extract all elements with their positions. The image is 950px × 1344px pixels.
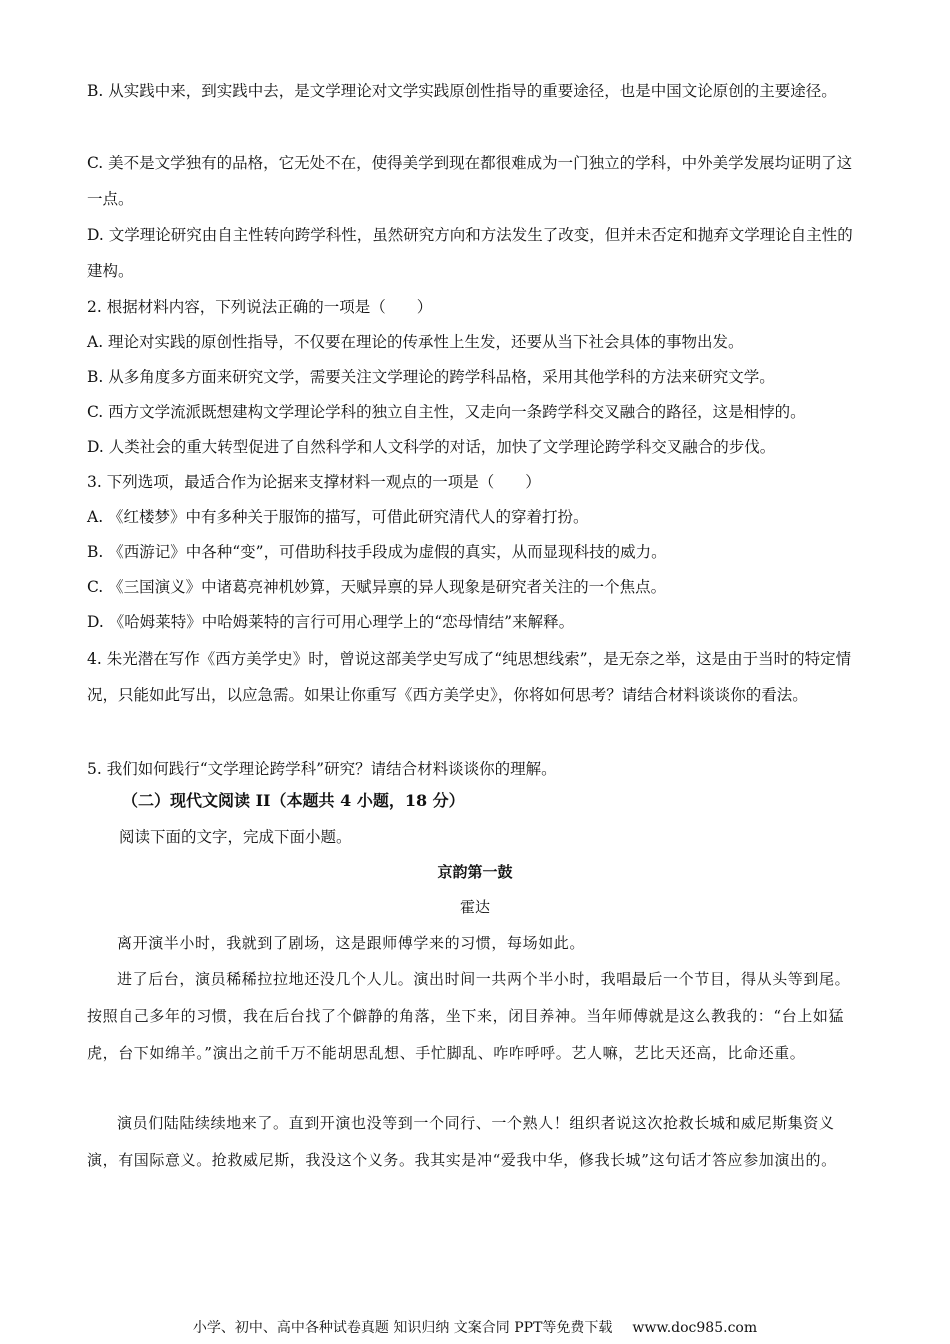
- story-author: 霍达: [459, 898, 490, 916]
- q3-option-b: B. 《西游记》中各种“变”，可借助科技手段成为虚假的真实，从而显现科技的威力。: [87, 543, 667, 561]
- q2-option-c: C. 西方文学流派既想建构文学理论学科的独立自主性，又走向一条跨学科交叉融合的路径，这是相悖的。: [87, 403, 806, 421]
- q5-question: 5. 我们如何践行“文学理论跨学科”研究？请结合材料谈谈你的理解。: [87, 760, 557, 778]
- q2-option-b: B. 从多角度多方面来研究文学，需要关注文学理论的跨学科品格，采用其他学科的方法来研究文学。: [87, 368, 775, 386]
- q1-option-d: D. 文学理论研究由自主性转向跨学科性，虽然研究方向和方法发生了改变，但并未否定和抛弃文学理论自主性的建构。: [87, 226, 853, 280]
- q4-question: 4. 朱光潜在写作《西方美学史》时，曾说这部美学史写成了“纯思想线索”，是无奈之举，这是由于当时的特定情况，只能如此写出，以应急需。如果让你重写《西方美学史》，你将如何思考？请结合材料谈谈你的看法。: [87, 650, 852, 704]
- footer-text: 小学、初中、高中各种试卷真题 知识归纳 文案合同 PPT等免费下载: [192, 1320, 613, 1336]
- section-title: （二）现代文阅读 II（本题共 4 小题，18 分）: [122, 791, 465, 810]
- q2-option-d: D. 人类社会的重大转型促进了自然科学和人文科学的对话，加快了文学理论跨学科交叉融合的步伐。: [87, 438, 776, 456]
- story-title: 京韵第一鼓: [437, 863, 513, 881]
- q3-option-c: C. 《三国演义》中诸葛亮神机妙算，天赋异禀的异人现象是研究者关注的一个焦点。: [87, 578, 667, 596]
- story-paragraph: 进了后台，演员稀稀拉拉地还没几个人儿。演出时间一共两个半小时，我唱最后一个节目，得从头等到尾。按照自己多年的习惯，我在后台找了个僻静的角落，坐下来，闭目养神。当年师傅就是这么教我的：“台上如猛虎，台下如绵羊。”演出之前千万不能胡思乱想、手忙脚乱、咋咋呼呼。艺人嘛，艺比天还高，比命还重。: [87, 970, 851, 1062]
- q1-option-b: B. 从实践中来，到实践中去，是文学理论对文学实践原创性指导的重要途径，也是中国文论原创的主要途径。: [87, 82, 837, 100]
- reading-instruction: 阅读下面的文字，完成下面小题。: [119, 828, 352, 846]
- page-footer: [0, 1318, 950, 1338]
- q1-option-c: C. 美不是文学独有的品格，它无处不在，使得美学到现在都很难成为一门独立的学科，中外美学发展均证明了这一点。: [87, 154, 853, 208]
- q2-stem: 2. 根据材料内容，下列说法正确的一项是（ ）: [87, 298, 433, 316]
- story-paragraph: 演员们陆陆续续地来了。直到开演也没等到一个同行、一个熟人！组织者说这次抢救长城和威尼斯集资义演，有国际意义。抢救威尼斯，我没这个义务。我其实是冲“爱我中华，修我长城”这句话才答应参加演出的。: [87, 1114, 837, 1169]
- footer-link[interactable]: www.doc985.com: [632, 1320, 758, 1336]
- q2-option-a: A. 理论对实践的原创性指导，不仅要在理论的传承性上生发，还要从当下社会具体的事物出发。: [87, 333, 744, 351]
- q3-option-a: A. 《红楼梦》中有多种关于服饰的描写，可借此研究清代人的穿着打扮。: [87, 508, 589, 526]
- q3-stem: 3. 下列选项，最适合作为论据来支撑材料一观点的一项是（ ）: [87, 473, 541, 491]
- story-paragraph: 离开演半小时，我就到了剧场，这是跟师傅学来的习惯，每场如此。: [117, 934, 586, 952]
- q3-option-d: D. 《哈姆莱特》中哈姆莱特的言行可用心理学上的“恋母情结”来解释。: [87, 613, 575, 631]
